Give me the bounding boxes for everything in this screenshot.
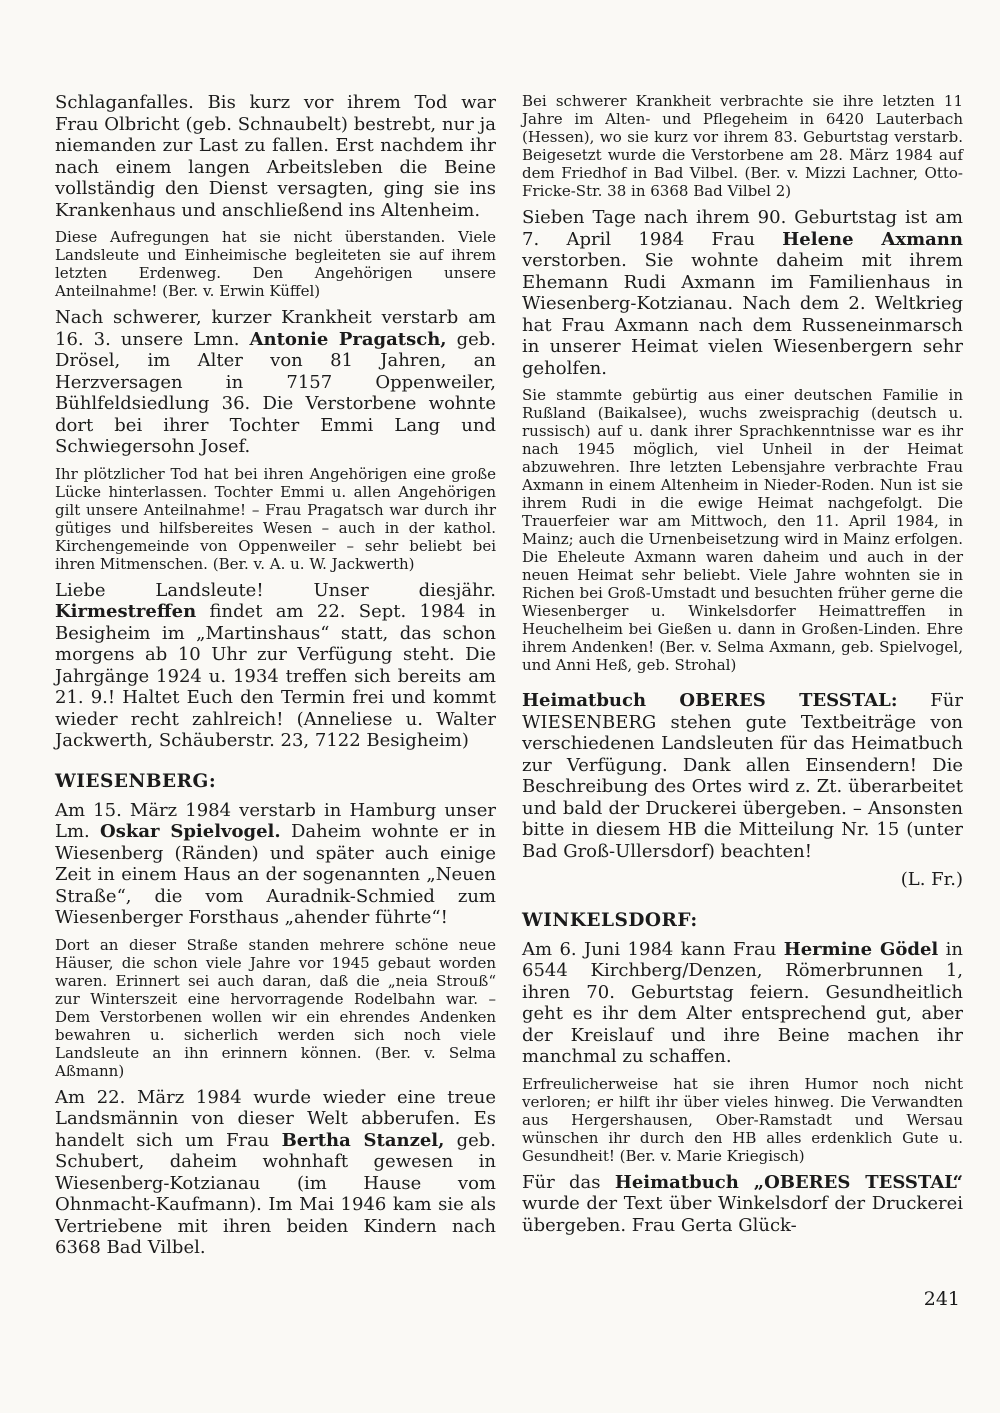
paragraph-text: Liebe Landsleute! Unser diesjähr. <box>55 579 496 601</box>
paragraph-text: Daheim wohnte er in Wiesenberg (Ränden) und später auch einige Zeit in einem Haus an der sogenannten „Neuen Straße“, die vom Auradnik-Schmied zum Wiesenberger Forsthaus „ahender führte“! <box>55 821 497 928</box>
paragraph-text: Für das <box>522 1171 615 1193</box>
keyword-heimatbuch-oberes-tesstal-quoted: Heimatbuch „OBERES TESSTAL“ <box>614 1171 963 1193</box>
paragraph-axmann-obituary <box>522 207 963 379</box>
person-name-antonie-pragatsch: Antonie Pragatsch, <box>249 328 447 350</box>
paragraph-text: Sieben Tage nach ihrem 90. Geburtstag ist am 7. April 1984 Frau <box>522 207 963 250</box>
paragraph-kirmestreffen-announcement <box>55 580 496 752</box>
paragraph-text: Dort an dieser Straße standen mehrere schöne neue Häuser, die schon viele Jahre vor 1945 gebaut worden waren. Erinnert sei auch daran, daß die „neia Strouß“ zur Winterszeit eine hervorragende Rodelbahn war. – Dem Verstorbenen wollen wir ein ehrendes Andenken bewahren u. sicherlich werden sich noch viele Landsleute an ihn erinnern können. (Ber. v. Selma Aßmann) <box>55 935 496 1080</box>
paragraph-spielvogel-obituary <box>55 800 496 929</box>
paragraph-heimatbuch-tesstal <box>522 690 963 862</box>
paragraph-stanzel-obituary <box>55 1087 496 1259</box>
keyword-heimatbuch-oberes-tesstal: Heimatbuch OBERES TESSTAL: <box>522 690 898 711</box>
left-column <box>55 92 496 1266</box>
paragraph-axmann-note <box>522 386 963 674</box>
paragraph-goedel-birthday <box>522 939 963 1068</box>
paragraph-olbricht-obituary <box>55 92 496 221</box>
paragraph-text: geb. Drösel, im Alter von 81 Jahren, an Herzversagen in 7157 Oppenweiler, Bühlfeldsiedlung 36. Die Verstorbene wohnte dort bei ihrer Tochter Emmi Lang und Schwiegersohn Josef. <box>55 328 496 457</box>
paragraph-text: Schlaganfalles. Bis kurz vor ihrem Tod war Frau Olbricht (geb. Schnaubelt) bestrebt, nur ja niemanden zur Last zu fallen. Erst nachdem ihr nach einem langen Arbeitsleben die Beine vollständig den Dienst versagten, ging sie ins Krankenhaus und anschließend ins Altenheim. <box>55 92 496 221</box>
paragraph-text: Bei schwerer Krankheit verbrachte sie ihre letzten 11 Jahre im Alten- und Pflegeheim in 6420 Lauterbach (Hessen), wo sie kurz vor ihrem 83. Geburtstag verstarb. Beigesetzt wurde die Verstorbene am 28. März 1984 auf dem Friedhof in Bad Vilbel. (Ber. v. Mizzi Lachner, Otto-Fricke-Str. 38 in 6368 Bad Vilbel 2) <box>522 92 963 200</box>
paragraph-signature-lfr <box>522 869 963 891</box>
paragraph-text: in 6544 Kirchberg/Denzen, Römerbrunnen 1, ihren 70. Geburtstag feiern. Gesundheitlich geht es ihr dem Alter entsprechend gut, aber der Kreislauf und ihre Beine machen ihr manchmal zu schaffen. <box>522 938 963 1067</box>
person-name-bertha-stanzel: Bertha Stanzel, <box>281 1129 445 1151</box>
paragraph-text: geb. Schubert, daheim wohnhaft gewesen in Wiesenberg-Kotzianau (im Hause vom Ohnmacht-Kaufmann). Im Mai 1946 kam sie als Vertriebene mit ihren beiden Kindern nach 6368 Bad Vilbel. <box>55 1129 496 1258</box>
signature-text: (L. Fr.) <box>900 869 963 890</box>
paragraph-text: Nach schwerer, kurzer Krankheit verstarb am 16. 3. unsere Lmn. <box>55 307 496 350</box>
paragraph-text: Erfreulicherweise hat sie ihren Humor noch nicht verloren; er hilft ihr über vieles hinweg. Die Verwandten aus Hergershausen, Ober-Ramstadt und Wersau wünschen ihr durch den HB alles erdenklich Gute u. Gesundheit! (Ber. v. Marie Kriegisch) <box>522 1074 963 1165</box>
paragraph-text: Am 6. Juni 1984 kann Frau <box>522 938 784 960</box>
paragraph-spielvogel-note <box>55 936 496 1080</box>
paragraph-heimatbuch-winkelsdorf <box>522 1172 963 1237</box>
keyword-kirmestreffen: Kirmestreffen <box>55 601 197 622</box>
paragraph-text: Ihr plötzlicher Tod hat bei ihren Angehörigen eine große Lücke hinterlassen. Tochter Emmi u. allen Angehörigen gilt unsere Anteilnahme! – Frau Pragatsch war durch ihr gütiges und hilfsbereites Wesen – auch in der kathol. Kirchengemeinde von Oppenweiler – sehr beliebt bei ihren Mitmenschen. (Ber. v. A. u. W. Jackwerth) <box>55 464 496 573</box>
right-column <box>522 92 963 1266</box>
paragraph-text: Für WIESENBERG stehen gute Textbeiträge von verschiedenen Landsleuten für das Heimatbuch zur Verfügung. Dank allen Einsendern! Die Beschreibung des Ortes wird z. Zt. überarbeitet und bald der Druckerei übergeben. – Ansonsten bitte in diesem HB die Mitteilung Nr. 15 (unter Bad Groß-Ullersdorf) beachten! <box>522 690 963 862</box>
person-name-hermine-goedel: Hermine Gödel <box>783 938 939 960</box>
paragraph-text: findet am 22. Sept. 1984 in Besigheim im „Martinshaus“ statt, das schon morgens ab 10 Uhr zur Verfügung steht. Die Jahrgänge 1924 u. 1934 treffen sich bereits am 21. 9.! Haltet Euch den Termin frei und kommt wieder recht zahlreich! (Anneliese u. Walter Jackwerth, Schäuberstr. 23, 7122 Besigheim) <box>55 601 496 751</box>
paragraph-text: Sie stammte gebürtig aus einer deutschen Familie in Rußland (Baikalsee), wuchs zweisprachig (deutsch u. russisch) auf u. dank ihrer Sprachkenntnisse war es ihr nach 1945 möglich, viel Unheil in der Heimat abzuwehren. Ihre letzten Lebensjahre verbrachte Frau Axmann in einem Altenheim in Nieder-Roden. Nun ist sie ihrem Rudi in die ewige Heimat nachgefolgt. Die Trauerfeier war am Mittwoch, den 11. April 1984, in Mainz; auch die Urnenbeisetzung wird in Mainz erfolgen. Die Eheleute Axmann waren daheim und auch in der neuen Heimat sehr beliebt. Viele Jahre wohnten sie in Richen bei Groß-Umstadt und besuchten früher gerne die Wiesenberger u. Winkelsdorfer Heimattreffen in Heuchelheim bei Gießen u. dann in Großen-Linden. Ehre ihrem Andenken! (Ber. v. Selma Axmann, geb. Spielvogel, und Anni Heß, geb. Strohal) <box>522 386 963 674</box>
person-name-oskar-spielvogel: Oskar Spielvogel. <box>100 821 281 842</box>
person-name-helene-axmann: Helene Axmann <box>782 228 963 250</box>
section-heading-wiesenberg <box>55 771 496 793</box>
paragraph-text: Am 22. März 1984 wurde wieder eine treue Landsmännin von dieser Welt abberufen. Es handelt sich um Frau <box>55 1086 496 1151</box>
paragraph-olbricht-note <box>55 228 496 300</box>
section-heading-winkelsdorf <box>522 910 963 932</box>
paragraph-lachner-note <box>522 92 963 200</box>
heading-text: WIESENBERG: <box>55 770 217 792</box>
heading-text: WINKELSDORF: <box>522 909 698 931</box>
paragraph-goedel-note <box>522 1075 963 1165</box>
paragraph-text: wurde der Text über Winkelsdorf der Druckerei übergeben. Frau Gerta Glück- <box>522 1193 963 1236</box>
paragraph-text: verstorben. Sie wohnte daheim mit ihrem Ehemann Rudi Axmann im Familienhaus in Wiesenberg-Kotzianau. Nach dem 2. Weltkrieg hat Frau Axmann nach dem Russeneinmarsch in unserer Heimat vielen Wiesenbergern sehr geholfen. <box>522 250 963 379</box>
paragraph-text: Am 15. März 1984 verstarb in Hamburg unser Lm. <box>55 799 496 842</box>
paragraph-pragatsch-obituary <box>55 307 496 458</box>
paragraph-text: Diese Aufregungen hat sie nicht überstanden. Viele Landsleute und Einheimische begleiteten sie auf ihrem letzten Erdenweg. Den Angehörigen unsere Anteilnahme! (Ber. v. Erwin Küffel) <box>55 228 496 300</box>
paragraph-pragatsch-note <box>55 465 496 573</box>
two-column-text-area <box>55 92 963 1266</box>
page-number: 241 <box>923 1288 960 1310</box>
